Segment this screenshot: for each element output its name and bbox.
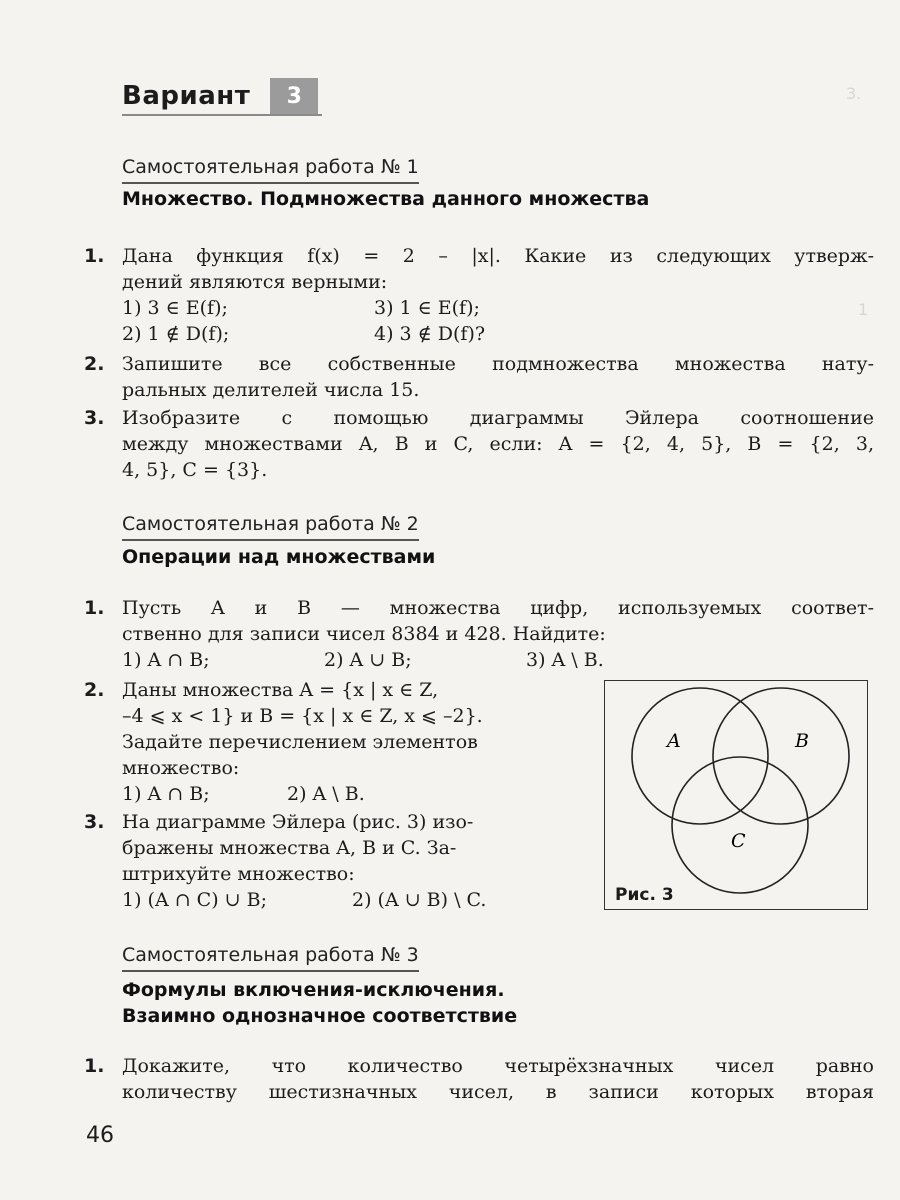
task-text-line: ственно для записи чисел 8384 и 428. Найдите:	[122, 623, 606, 645]
figure-caption: Рис. 3	[615, 885, 674, 905]
task-text-line: Изобразите с помощью диаграммы Эйлера соотношение	[122, 407, 874, 429]
set-c-circle	[672, 757, 808, 893]
task-number: 3.	[84, 407, 105, 429]
euler-diagram	[605, 681, 866, 907]
answer-options-row	[122, 295, 874, 321]
section-subtitle-line: Формулы включения-исключения.	[122, 979, 505, 1001]
variant-label: Вариант	[122, 81, 251, 111]
task-text-line: ральных делителей числа 15.	[122, 379, 420, 401]
section-3-subtitle	[122, 977, 517, 1029]
euler-diagram-figure	[604, 680, 868, 910]
s3-task-1	[84, 1053, 874, 1105]
task-text-line: 4, 5}, C = {3}.	[122, 459, 268, 481]
task-text-line: На диаграмме Эйлера (рис. 3) изо-	[122, 811, 474, 833]
s1-task-3	[84, 405, 874, 483]
section-subtitle-line: Операции над множествами	[122, 546, 436, 568]
variant-number-badge: 3	[270, 78, 318, 114]
task-text-line: между множествами A, B и C, если: A = {2, 4, 5}, B = {2, 3,	[122, 433, 874, 455]
variant-header	[122, 76, 318, 116]
s2-task-1	[84, 595, 874, 673]
section-subtitle-line: Взаимно однозначное соответствие	[122, 1005, 518, 1027]
section-1-subtitle	[122, 186, 649, 212]
section-2-subtitle	[122, 544, 435, 570]
answer-option: 4) 3 ∉ D(f)?	[374, 323, 486, 345]
task-number: 1.	[84, 597, 105, 619]
answer-option: 2) (A ∪ B) \ C.	[352, 889, 487, 911]
set-a-label: A	[667, 730, 681, 752]
task-text-line: Пусть A и B — множества цифр, используемых соответ-	[122, 597, 874, 619]
answer-option: 1) A ∩ B;	[122, 649, 210, 671]
task-text-line: штрихуйте множество:	[122, 863, 355, 885]
bleed-through-mark: 1	[858, 300, 869, 319]
task-number: 3.	[84, 811, 105, 833]
answer-option: 3) 1 ∈ E(f);	[374, 297, 480, 319]
task-text-line: Запишите все собственные подмножества множества нату-	[122, 353, 874, 375]
s2-task-3	[84, 809, 574, 913]
section-1-title: Самостоятельная работа № 1	[122, 156, 419, 184]
task-text-line: Задайте перечислением элементов	[122, 731, 478, 753]
variant-underline	[122, 114, 322, 116]
task-number: 2.	[84, 679, 105, 701]
answer-options-row	[122, 887, 574, 913]
task-text-line: –4 ⩽ x < 1} и B = {x | x ∈ Z, x ⩽ –2}.	[122, 705, 483, 727]
answer-option: 2) 1 ∉ D(f);	[122, 323, 230, 345]
task-number: 1.	[84, 1055, 105, 1077]
task-text-line: Докажите, что количество четырёхзначных чисел равно	[122, 1055, 874, 1077]
answer-option: 2) A ∪ B;	[324, 649, 412, 671]
s1-task-2	[84, 351, 874, 403]
section-2-title: Самостоятельная работа № 2	[122, 513, 419, 541]
bleed-through-mark: 3.	[846, 84, 862, 103]
task-text-line: количеству шестизначных чисел, в записи которых вторая	[122, 1081, 874, 1103]
task-text-line: Дана функция f(x) = 2 – |x|. Какие из следующих утверж-	[122, 245, 874, 267]
set-c-label: C	[731, 830, 746, 852]
task-text-line: Даны множества A = {x | x ∈ Z,	[122, 679, 439, 701]
set-b-label: B	[795, 730, 809, 752]
section-subtitle-line: Множество. Подмножества данного множества	[122, 188, 650, 210]
page-number: 46	[86, 1123, 114, 1148]
answer-options-row	[122, 781, 574, 807]
task-text-line: множество:	[122, 757, 240, 779]
answer-options-row	[122, 647, 874, 673]
answer-option: 1) A ∩ B;	[122, 783, 210, 805]
s1-task-1	[84, 243, 874, 347]
task-number: 2.	[84, 353, 105, 375]
task-number: 1.	[84, 245, 105, 267]
set-a-circle	[632, 688, 768, 824]
answer-option: 1) (A ∩ C) ∪ B;	[122, 889, 267, 911]
section-3-title: Самостоятельная работа № 3	[122, 944, 419, 972]
task-text-line: бражены множества A, B и C. За-	[122, 837, 457, 859]
answer-option: 1) 3 ∈ E(f);	[122, 297, 228, 319]
answer-option: 2) A \ B.	[287, 783, 365, 805]
s2-task-2	[84, 677, 574, 807]
answer-options-row	[122, 321, 874, 347]
answer-option: 3) A \ B.	[526, 649, 604, 671]
task-text-line: дений являются верными:	[122, 271, 388, 293]
set-b-circle	[713, 688, 849, 824]
